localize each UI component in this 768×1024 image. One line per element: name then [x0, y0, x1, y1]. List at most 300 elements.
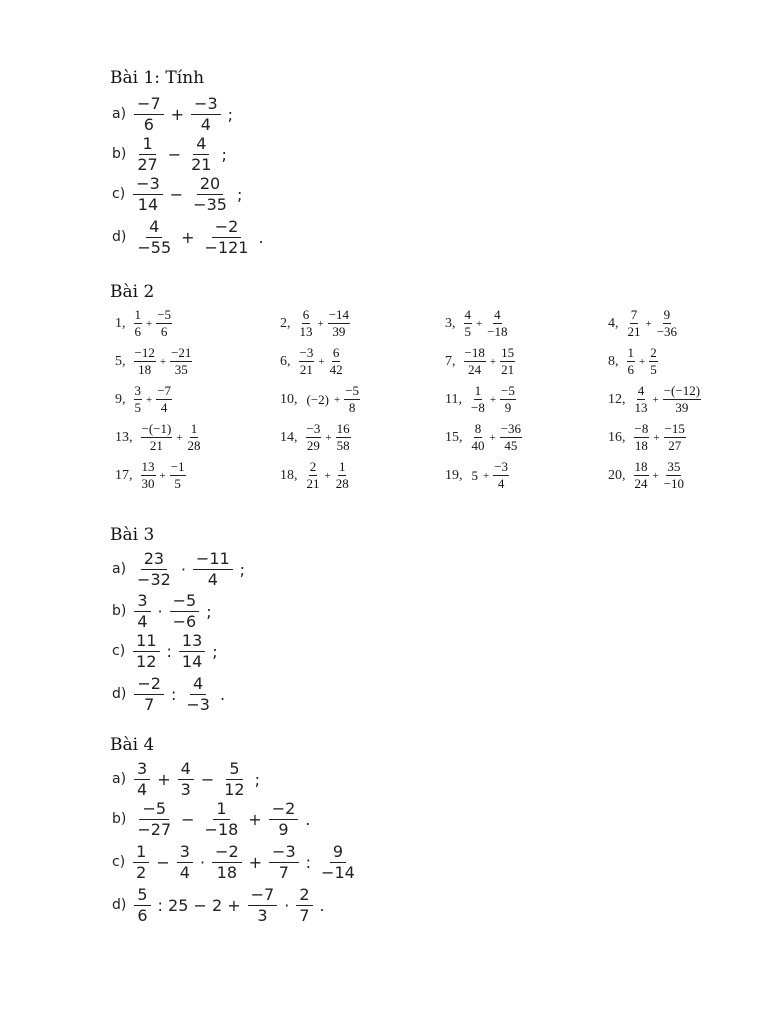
operator: + — [489, 393, 497, 406]
numerator: 1 — [474, 384, 483, 400]
bai1-item-1 — [112, 95, 238, 133]
numerator: −1 — [170, 460, 186, 476]
fraction — [296, 886, 312, 924]
denominator: 42 — [329, 362, 343, 378]
operator: ; — [239, 559, 246, 579]
item-label: 18, — [280, 467, 298, 483]
numerator: 1 — [338, 460, 347, 476]
fraction — [627, 346, 636, 378]
denominator: 21 — [191, 154, 212, 174]
denominator: −36 — [656, 324, 678, 340]
fraction — [318, 843, 358, 881]
operator: + — [489, 355, 497, 368]
fraction — [134, 218, 174, 256]
fraction — [134, 800, 174, 838]
item-label: a) — [112, 561, 127, 578]
denominator: 4 — [200, 114, 211, 134]
numerator: −5 — [500, 384, 516, 400]
fraction — [134, 346, 156, 378]
fraction — [470, 384, 486, 416]
term: 5 — [471, 467, 478, 483]
bai4-item-1 — [112, 760, 265, 798]
fraction — [649, 346, 658, 378]
item-label: 5, — [115, 353, 126, 369]
fraction — [663, 384, 701, 416]
fraction — [500, 384, 516, 416]
denominator: 40 — [471, 438, 485, 454]
operator: + — [157, 769, 171, 789]
operator: ; — [206, 601, 212, 621]
operator: + — [652, 393, 659, 406]
fraction — [329, 346, 344, 378]
numerator: 2 — [296, 886, 312, 906]
fraction — [178, 760, 194, 798]
fraction — [248, 886, 278, 924]
numerator: 1 — [133, 843, 149, 863]
fraction — [299, 346, 315, 378]
numerator: −11 — [193, 550, 233, 570]
bai2-item-15 — [445, 422, 524, 454]
bai2-item-16 — [608, 422, 688, 454]
numerator: −7 — [156, 384, 172, 400]
operator: + — [639, 355, 646, 368]
item-label: 9, — [115, 391, 126, 407]
bai2-item-17 — [115, 460, 188, 492]
denominator: 18 — [138, 362, 152, 378]
bai4-item-3 — [112, 843, 360, 881]
numerator: 9 — [330, 843, 346, 863]
operator: ; — [227, 104, 234, 124]
numerator: 11 — [133, 632, 159, 652]
denominator: 3 — [180, 779, 191, 799]
denominator: −18 — [487, 324, 508, 340]
item-label: d) — [112, 897, 127, 914]
operator: · — [157, 601, 163, 621]
bai2-heading: Bài 2 — [110, 282, 155, 302]
item-label: c) — [112, 643, 126, 660]
bai3-item-1 — [112, 550, 250, 588]
numerator: −7 — [134, 95, 164, 115]
numerator: 20 — [197, 175, 223, 195]
denominator: 6 — [160, 324, 168, 340]
bai2-item-6 — [280, 346, 346, 378]
operator: + — [317, 317, 324, 330]
operator: . — [305, 809, 311, 829]
denominator: 13 — [299, 324, 313, 340]
fraction — [299, 308, 314, 340]
fraction — [133, 175, 163, 213]
denominator: 6 — [137, 905, 148, 925]
denominator: 4 — [137, 611, 148, 631]
operator: ; — [254, 769, 260, 789]
numerator: −21 — [170, 346, 192, 362]
numerator: 2 — [649, 346, 658, 362]
bai2-item-14 — [280, 422, 353, 454]
numerator: 4 — [190, 675, 206, 695]
numerator: −5 — [170, 592, 200, 612]
fraction — [202, 218, 252, 256]
fraction — [170, 460, 186, 492]
numerator: −8 — [634, 422, 650, 438]
numerator: 4 — [637, 384, 646, 400]
fraction — [202, 800, 242, 838]
bai2-item-1 — [115, 308, 174, 340]
fraction — [177, 843, 193, 881]
denominator: −55 — [137, 237, 172, 257]
bai2-item-19 — [445, 460, 511, 492]
operator: + — [652, 469, 659, 482]
fraction — [486, 308, 508, 340]
denominator: 4 — [179, 862, 190, 882]
operator: : — [166, 641, 172, 661]
denominator: 4 — [137, 779, 148, 799]
item-label: 1, — [115, 315, 126, 331]
numerator: 1 — [190, 422, 199, 438]
denominator: 21 — [299, 362, 313, 378]
bai3-heading: Bài 3 — [110, 525, 155, 545]
denominator: 6 — [627, 362, 634, 378]
fraction — [188, 135, 214, 173]
denominator: 39 — [675, 400, 689, 416]
denominator: 18 — [634, 438, 648, 454]
fraction — [134, 886, 150, 924]
fraction — [134, 760, 150, 798]
bai1-item-2 — [112, 135, 232, 173]
fraction — [134, 592, 150, 630]
bai2-item-7 — [445, 346, 517, 378]
numerator: 1 — [213, 800, 229, 820]
operator: − — [200, 769, 215, 789]
denominator: 4 — [207, 569, 218, 589]
numerator: −(−12) — [663, 384, 701, 400]
fraction — [664, 422, 686, 454]
numerator: −15 — [664, 422, 686, 438]
item-label: a) — [112, 106, 127, 123]
item-label: 14, — [280, 429, 298, 445]
bai2-item-11 — [445, 384, 518, 416]
fraction — [221, 760, 247, 798]
fraction — [634, 422, 650, 454]
numerator: 3 — [134, 760, 150, 780]
fraction — [183, 675, 213, 713]
denominator: 3 — [257, 905, 268, 925]
fraction — [269, 843, 299, 881]
operator: − — [181, 809, 195, 829]
numerator: 7 — [630, 308, 639, 324]
denominator: 24 — [634, 476, 648, 492]
denominator: 21 — [627, 324, 641, 340]
numerator: 4 — [464, 308, 473, 324]
numerator: −3 — [306, 422, 322, 438]
numerator: 6 — [332, 346, 341, 362]
denominator: 6 — [143, 114, 154, 134]
fraction — [306, 460, 321, 492]
item-label: 16, — [608, 429, 626, 445]
bai2-item-13 — [115, 422, 204, 454]
numerator: −2 — [212, 218, 242, 238]
bai3-item-4 — [112, 675, 230, 713]
item-label: a) — [112, 771, 127, 788]
item-label: b) — [112, 603, 127, 620]
numerator: 23 — [141, 550, 167, 570]
bai2-item-9 — [115, 384, 174, 416]
numerator: 16 — [336, 422, 351, 438]
bai3-item-3 — [112, 632, 223, 670]
operator: · — [180, 559, 186, 579]
numerator: −3 — [191, 95, 221, 115]
fraction — [500, 346, 515, 378]
fraction — [634, 384, 649, 416]
item-label: 12, — [608, 391, 626, 407]
bai2-item-2 — [280, 308, 352, 340]
operator: ; — [236, 184, 243, 204]
fraction — [133, 632, 159, 670]
operator: + — [489, 431, 496, 444]
denominator: 18 — [216, 862, 238, 882]
denominator: 27 — [137, 154, 158, 174]
denominator: 7 — [144, 694, 155, 714]
numerator: 5 — [226, 760, 242, 780]
operator: + — [653, 431, 660, 444]
denominator: 4 — [497, 476, 505, 492]
denominator: 2 — [136, 862, 147, 882]
fraction — [627, 308, 642, 340]
fraction — [156, 384, 172, 416]
operator: + — [176, 431, 183, 444]
fraction — [306, 422, 322, 454]
fraction — [134, 308, 143, 340]
fraction — [335, 460, 350, 492]
item-label: c) — [112, 854, 126, 871]
denominator: 24 — [468, 362, 482, 378]
denominator: 35 — [174, 362, 188, 378]
item-label: 19, — [445, 467, 463, 483]
denominator: 45 — [504, 438, 518, 454]
item-label: b) — [112, 146, 127, 163]
fraction — [170, 592, 200, 630]
operator: − — [156, 852, 170, 872]
fraction — [212, 843, 242, 881]
denominator: 9 — [504, 400, 512, 416]
denominator: 7 — [299, 905, 310, 925]
fraction — [190, 175, 230, 213]
denominator: −10 — [663, 476, 685, 492]
operator: + — [476, 317, 483, 330]
fraction — [179, 632, 205, 670]
item-label: 7, — [445, 353, 456, 369]
bai2-item-4 — [608, 308, 680, 340]
operator: + — [159, 355, 167, 368]
item-label: 15, — [445, 429, 463, 445]
fraction — [464, 346, 486, 378]
numerator: 3 — [134, 384, 143, 400]
denominator: 27 — [668, 438, 682, 454]
numerator: 15 — [500, 346, 515, 362]
denominator: −6 — [172, 611, 197, 631]
denominator: 5 — [464, 324, 471, 340]
operator: + — [318, 355, 325, 368]
fraction — [344, 384, 360, 416]
fraction — [134, 95, 164, 133]
bai2-item-5 — [115, 346, 194, 378]
fraction — [134, 550, 174, 588]
numerator: −(−1) — [141, 422, 173, 438]
operator: − — [169, 184, 184, 204]
operator: . — [319, 895, 325, 915]
denominator: 28 — [187, 438, 201, 454]
fraction — [193, 550, 233, 588]
denominator: 13 — [634, 400, 648, 416]
denominator: 14 — [137, 194, 159, 214]
denominator: −32 — [137, 569, 171, 589]
fraction — [134, 384, 143, 416]
fraction — [634, 460, 649, 492]
bai4-heading: Bài 4 — [110, 735, 155, 755]
fraction — [500, 422, 522, 454]
numerator: 6 — [302, 308, 311, 324]
numerator: −2 — [134, 675, 164, 695]
operator: + — [146, 317, 153, 330]
denominator: 21 — [306, 476, 320, 492]
denominator: −35 — [193, 194, 227, 214]
numerator: −3 — [133, 175, 163, 195]
numerator: 3 — [134, 592, 150, 612]
operator: . — [258, 227, 264, 247]
numerator: −5 — [344, 384, 360, 400]
denominator: −3 — [186, 694, 210, 714]
numerator: 13 — [179, 632, 205, 652]
numerator: 2 — [309, 460, 318, 476]
item-label: 6, — [280, 353, 291, 369]
numerator: 9 — [663, 308, 672, 324]
fraction — [493, 460, 509, 492]
fraction — [656, 308, 678, 340]
numerator: 4 — [493, 308, 502, 324]
numerator: −5 — [156, 308, 172, 324]
numerator: 1 — [134, 308, 143, 324]
item-label: 11, — [445, 391, 462, 407]
fraction — [134, 675, 164, 713]
operator: + — [325, 431, 332, 444]
operator: . — [219, 684, 226, 704]
item-label: 4, — [608, 315, 619, 331]
denominator: 8 — [348, 400, 356, 416]
denominator: 21 — [149, 438, 163, 454]
operator: + — [170, 104, 185, 124]
numerator: 1 — [139, 135, 155, 155]
bai2-item-10 — [280, 384, 362, 416]
item-label: 3, — [445, 315, 456, 331]
operator: + — [645, 317, 652, 330]
fraction — [464, 308, 473, 340]
numerator: 3 — [177, 843, 193, 863]
denominator: 7 — [278, 862, 289, 882]
numerator: −12 — [134, 346, 156, 362]
numerator: −7 — [248, 886, 278, 906]
denominator: 28 — [335, 476, 349, 492]
operator: · — [284, 895, 290, 915]
item-label: 8, — [608, 353, 619, 369]
fraction — [471, 422, 486, 454]
numerator: −14 — [328, 308, 350, 324]
bai2-item-12 — [608, 384, 703, 416]
fraction — [141, 460, 156, 492]
fraction — [187, 422, 202, 454]
item-label: b) — [112, 811, 127, 828]
fraction — [269, 800, 299, 838]
denominator: 4 — [160, 400, 168, 416]
numerator: −3 — [299, 346, 315, 362]
numerator: −3 — [269, 843, 299, 863]
item-label: 2, — [280, 315, 291, 331]
denominator: 9 — [278, 819, 289, 839]
denominator: −14 — [321, 862, 355, 882]
operator: + — [324, 469, 331, 482]
denominator: −27 — [137, 819, 172, 839]
numerator: −36 — [500, 422, 522, 438]
numerator: 18 — [634, 460, 649, 476]
bai3-item-2 — [112, 592, 217, 630]
numerator: 35 — [666, 460, 681, 476]
denominator: 12 — [224, 779, 245, 799]
operator: ; — [221, 144, 227, 164]
numerator: 4 — [146, 218, 162, 238]
fraction — [141, 422, 173, 454]
item-label: c) — [112, 186, 126, 203]
bai2-item-8 — [608, 346, 660, 378]
denominator: 6 — [134, 324, 141, 340]
operator: + — [248, 809, 262, 829]
item-label: 13, — [115, 429, 133, 445]
operator: − — [167, 144, 182, 164]
bai4-item-4 — [112, 886, 330, 924]
item-label: d) — [112, 229, 127, 246]
denominator: 21 — [501, 362, 515, 378]
operator: · — [199, 852, 206, 872]
denominator: −121 — [204, 237, 249, 257]
numerator: −2 — [269, 800, 299, 820]
numerator: −2 — [212, 843, 242, 863]
numerator: 1 — [627, 346, 636, 362]
operator: : — [305, 852, 312, 872]
fraction — [328, 308, 350, 340]
bai2-item-3 — [445, 308, 511, 340]
term: (−2) — [306, 391, 329, 407]
bai1-item-4 — [112, 218, 269, 256]
numerator: 8 — [474, 422, 483, 438]
item-label: d) — [112, 686, 127, 703]
denominator: 5 — [174, 476, 181, 492]
fraction — [191, 95, 221, 133]
denominator: 29 — [306, 438, 320, 454]
denominator: 58 — [336, 438, 350, 454]
numerator: 5 — [134, 886, 150, 906]
item-label: 17, — [115, 467, 133, 483]
numerator: 4 — [193, 135, 209, 155]
bai1-heading: Bài 1: Tính — [110, 68, 205, 88]
fraction — [133, 843, 149, 881]
operator: ; — [212, 641, 218, 661]
numerator: −5 — [139, 800, 169, 820]
numerator: −18 — [464, 346, 486, 362]
denominator: 5 — [650, 362, 657, 378]
item-label: 20, — [608, 467, 626, 483]
bai4-item-2 — [112, 800, 315, 838]
item-label: 10, — [280, 391, 298, 407]
denominator: 12 — [136, 651, 157, 671]
operator: + — [146, 393, 153, 406]
fraction — [336, 422, 351, 454]
